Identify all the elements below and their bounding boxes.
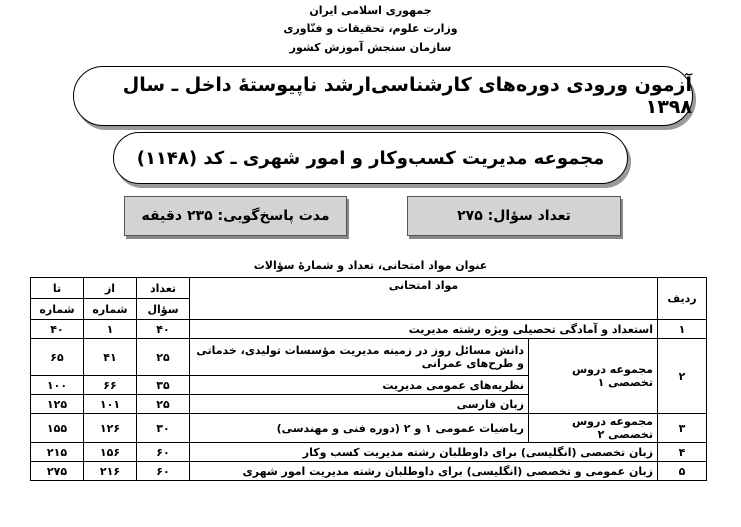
row-group: مجموعه دروس تخصصی ۱	[529, 339, 658, 414]
row-no: ۴	[658, 443, 707, 462]
table-header-row	[31, 278, 707, 299]
row-subject: زبان تخصصی (انگلیسی) برای داوطلبان رشته مدیریت کسب وکار	[190, 443, 658, 462]
table-row	[31, 414, 707, 443]
row-subject: نظریه‌های عمومی مدیریت	[190, 376, 529, 395]
row-to: ۱۰۰	[31, 376, 84, 395]
row-count: ۶۰	[137, 443, 190, 462]
row-group: مجموعه دروس تخصصی ۲	[529, 414, 658, 443]
row-count: ۲۵	[137, 395, 190, 414]
program-title: مجموعه مدیریت کسب‌وکار و امور شهری ـ کد (۱۱۴۸)	[113, 132, 628, 184]
table-row	[31, 339, 707, 376]
row-to: ۲۷۵	[31, 462, 84, 481]
header-to-a: تا	[31, 278, 84, 299]
row-to: ۶۵	[31, 339, 84, 376]
exam-title: آزمون ورودی دوره‌های کارشناسی‌ارشد ناپیوستهٔ داخل ـ سال ۱۳۹۸	[73, 66, 693, 126]
row-from: ۲۱۶	[84, 462, 137, 481]
row-to: ۱۲۵	[31, 395, 84, 414]
row-no: ۱	[658, 320, 707, 339]
row-count: ۳۰	[137, 414, 190, 443]
header-country: جمهوری اسلامی ایران	[309, 4, 432, 17]
row-no: ۵	[658, 462, 707, 481]
header-subject: مواد امتحانی	[190, 278, 658, 320]
table-row	[31, 462, 707, 481]
row-count: ۳۵	[137, 376, 190, 395]
row-subject: دانش مسائل روز در زمینه مدیریت مؤسسات تولیدی، خدماتی و طرح‌های عمرانی	[190, 339, 529, 376]
header-count-a: تعداد	[137, 278, 190, 299]
row-from: ۴۱	[84, 339, 137, 376]
row-to: ۴۰	[31, 320, 84, 339]
row-subject: زبان فارسی	[190, 395, 529, 414]
row-subject: زبان عمومی و تخصصی (انگلیسی) برای داوطلبان رشته مدیریت امور شهری	[190, 462, 658, 481]
row-to: ۲۱۵	[31, 443, 84, 462]
question-count-box: تعداد سؤال: ۲۷۵	[407, 196, 621, 236]
row-subject: استعداد و آمادگی تحصیلی ویژه رشته مدیریت	[190, 320, 658, 339]
header-ministry: وزارت علوم، تحقیقات و فنّاوری	[283, 22, 458, 35]
row-no: ۳	[658, 414, 707, 443]
header-organization: سازمان سنجش آموزش کشور	[289, 41, 452, 54]
duration-box: مدت پاسخ‌گویی: ۲۳۵ دقیقه	[124, 196, 347, 236]
row-count: ۲۵	[137, 339, 190, 376]
row-from: ۶۶	[84, 376, 137, 395]
header-from-a: از	[84, 278, 137, 299]
table-caption: عنوان مواد امتحانی، تعداد و شمارهٔ سؤالات	[253, 259, 488, 272]
header-count-b: سؤال	[137, 299, 190, 320]
row-count: ۴۰	[137, 320, 190, 339]
row-from: ۱۵۶	[84, 443, 137, 462]
exam-subjects-table	[30, 277, 707, 481]
row-count: ۶۰	[137, 462, 190, 481]
row-from: ۱	[84, 320, 137, 339]
table-row	[31, 320, 707, 339]
row-from: ۱۲۶	[84, 414, 137, 443]
table-row	[31, 443, 707, 462]
header-from-b: شماره	[84, 299, 137, 320]
row-subject: ریاضیات عمومی ۱ و ۲ (دوره فنی و مهندسی)	[190, 414, 529, 443]
row-to: ۱۵۵	[31, 414, 84, 443]
header-to-b: شماره	[31, 299, 84, 320]
row-from: ۱۰۱	[84, 395, 137, 414]
row-no: ۲	[658, 339, 707, 414]
header-row-no: ردیف	[658, 278, 707, 320]
